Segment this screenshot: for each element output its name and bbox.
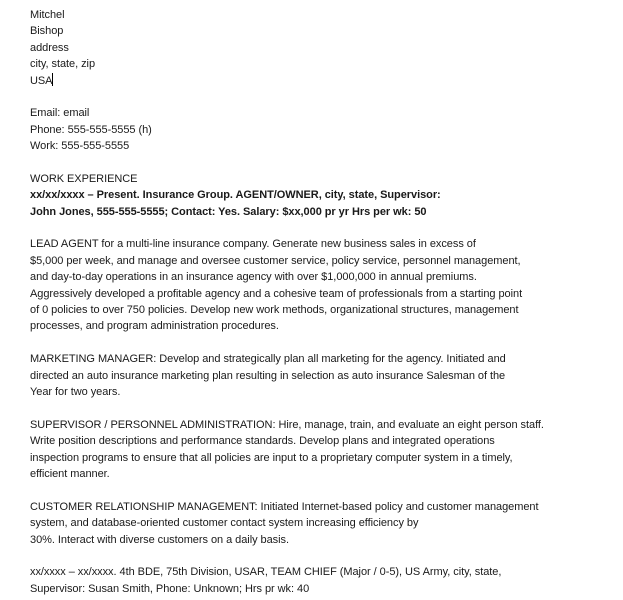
last-name: Bishop [30, 25, 64, 38]
paragraph-line: efficient manner. [30, 467, 110, 480]
blank-line [30, 220, 544, 236]
blank-line [30, 482, 544, 498]
paragraph-line: Year for two years. [30, 385, 121, 398]
job-header-line: Supervisor: Susan Smith, Phone: Unknown; Hrs pr wk: 40 [30, 582, 310, 595]
paragraph-line: MARKETING MANAGER: Develop and strategically plan all marketing for the agency. Initiated and [30, 353, 506, 366]
job-1-header [30, 187, 544, 220]
crm-paragraph [30, 499, 544, 548]
country-line [30, 73, 544, 89]
paragraph-line: and day-to-day operations in an insurance agency with over $1,000,000 in annual premiums. [30, 271, 477, 284]
text-cursor [52, 73, 53, 86]
first-name: Mitchel [30, 9, 65, 21]
paragraph-line: inspection programs to ensure that all policies are input to a proprietary computer system in a timely, [30, 451, 513, 464]
work-experience-section [30, 171, 544, 597]
lead-agent-paragraph [30, 236, 544, 334]
paragraph-line: 30%. Interact with diverse customers on a daily basis. [30, 533, 289, 546]
marketing-manager-paragraph [30, 351, 544, 400]
paragraph-line: Write position descriptions and performance standards. Develop plans and integrated operations [30, 435, 495, 448]
blank-line [30, 89, 544, 105]
address: address [30, 41, 69, 54]
paragraph-line: CUSTOMER RELATIONSHIP MANAGEMENT: Initiated Internet-based policy and customer management [30, 500, 539, 513]
paragraph-line: $5,000 per week, and manage and oversee customer service, policy service, personnel management, [30, 254, 521, 267]
paragraph-line: directed an auto insurance marketing plan resulting in selection as auto insurance Salesman of the [30, 369, 506, 382]
city-state-zip: city, state, zip [30, 58, 96, 71]
job-header-line: xx/xxxx – xx/xxxx. 4th BDE, 75th Division, USAR, TEAM CHIEF (Major / 0-5), US Army, city, state, [30, 566, 502, 579]
job-header-line: xx/xx/xxxx – Present. Insurance Group. AGENT/OWNER, city, state, Supervisor: [30, 189, 441, 202]
supervisor-paragraph [30, 417, 544, 483]
blank-line [30, 155, 544, 171]
paragraph-line: Aggressively developed a profitable agency and a cohesive team of professionals from a starting point [30, 287, 523, 300]
paragraph-line: system, and database-oriented customer contact system increasing efficiency by [30, 517, 419, 530]
resume-document[interactable] [30, 7, 544, 597]
email: Email: email [30, 107, 90, 120]
paragraph-line: LEAD AGENT for a multi-line insurance company. Generate new business sales in excess of [30, 238, 476, 251]
section-heading: WORK EXPERIENCE [30, 172, 138, 185]
phone: Phone: 555-555-5555 (h) [30, 123, 152, 136]
contact-block [30, 7, 544, 155]
job-header-line: John Jones, 555-555-5555; Contact: Yes. Salary: $xx,000 pr yr Hrs per wk: 50 [30, 205, 427, 218]
blank-line [30, 335, 544, 351]
blank-line [30, 400, 544, 416]
paragraph-line: SUPERVISOR / PERSONNEL ADMINISTRATION: Hire, manage, train, and evaluate an eight person staff. [30, 418, 544, 431]
paragraph-line: of 0 policies to over 750 policies. Develop new work methods, organizational structures, management [30, 304, 519, 317]
job-2-header [30, 564, 544, 597]
blank-line [30, 548, 544, 564]
country: USA [30, 74, 53, 87]
work-phone: Work: 555-555-5555 [30, 140, 130, 153]
paragraph-line: processes, and program administration procedures. [30, 320, 279, 333]
